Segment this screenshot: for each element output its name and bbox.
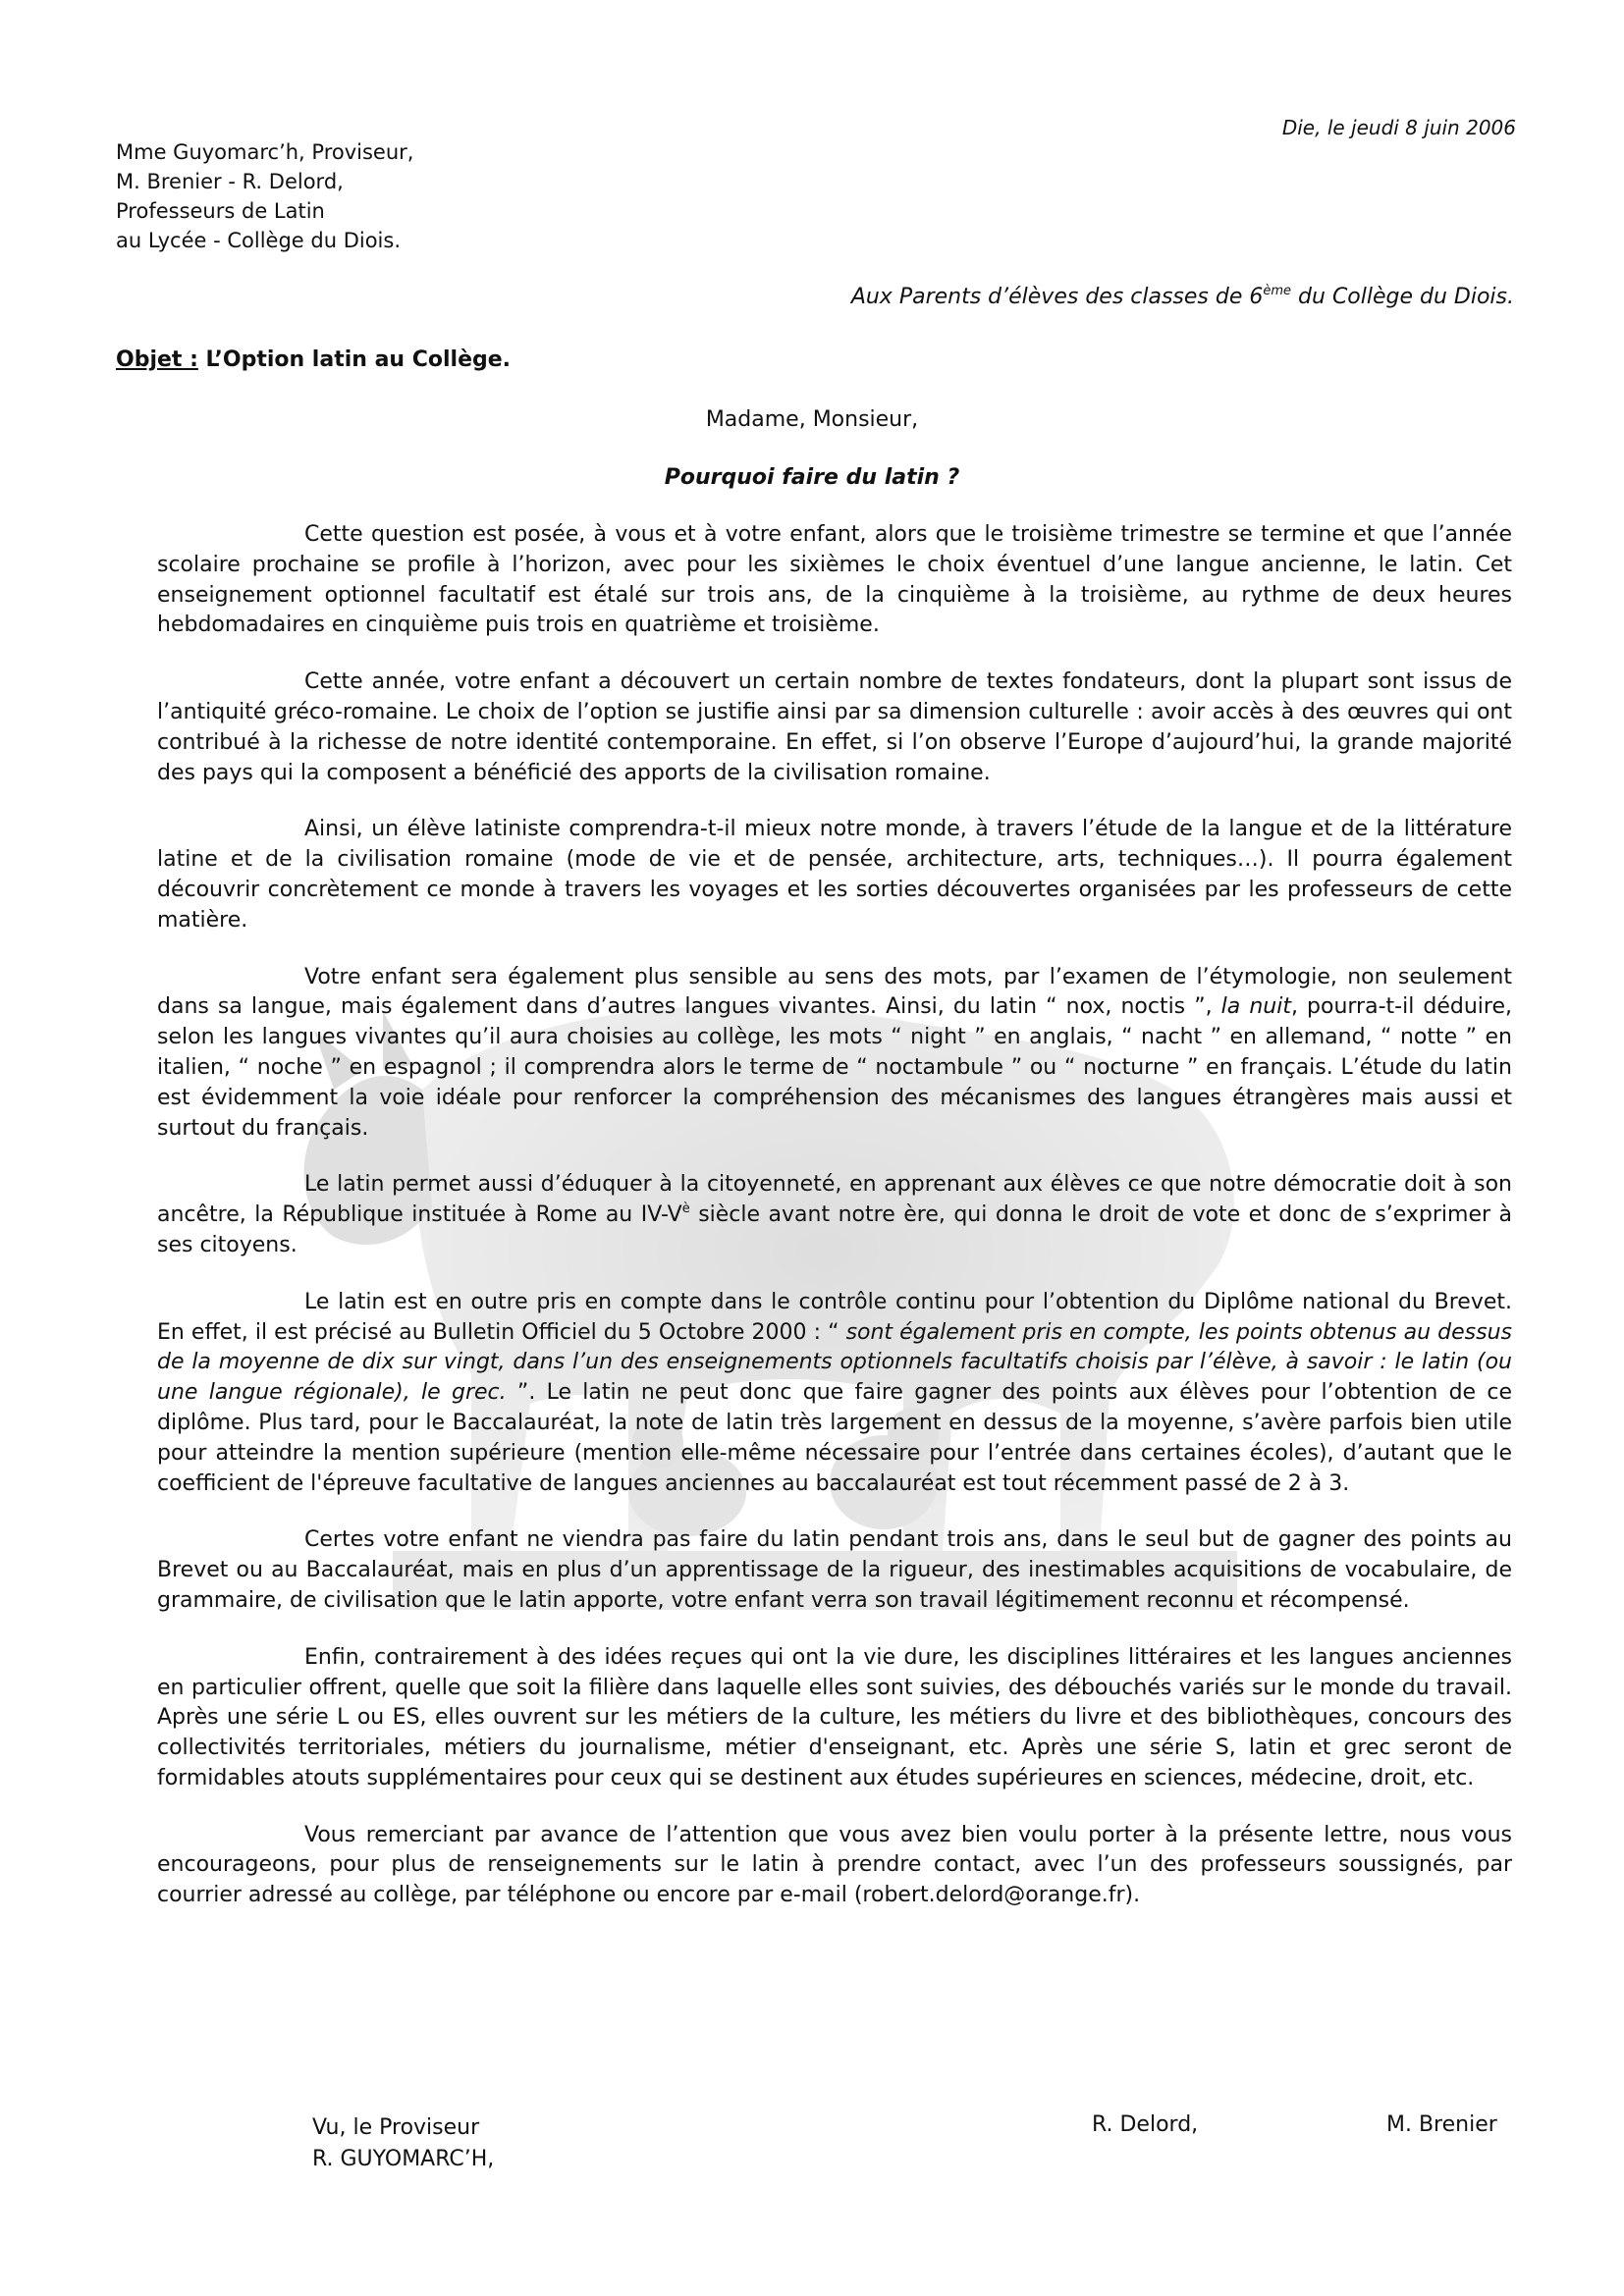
subject-line	[116, 347, 511, 372]
signature-proviseur	[312, 2112, 494, 2175]
sender-line: M. Brenier - R. Delord,	[116, 170, 344, 193]
letter-heading-question: Pourquoi faire du latin ?	[664, 465, 960, 490]
signature-brenier: M. Brenier	[1386, 2112, 1497, 2137]
paragraph-superscript: è	[681, 1201, 690, 1217]
recipient-superscript: ème	[1263, 284, 1292, 298]
paragraph	[157, 1170, 1512, 1260]
paragraph: Ainsi, un élève latiniste comprendra-t-il mieux notre monde, à travers l’étude de la langue et de la littérature latine et de la civilisation romaine (mode de vie et de pensée, architecture, arts, techniques…). Il pourra également découvrir concrètement ce monde à travers les voyages et les sorties découvertes organisées par les professeurs de cette matière.	[157, 817, 1512, 933]
signature-line: R. GUYOMARC’H,	[312, 2147, 495, 2171]
recipient-line	[851, 285, 1514, 309]
letter-body	[157, 520, 1512, 1938]
paragraph-italic-quote: sont également pris en compte, les points obtenus au dessus de la moyenne de dix sur vingt, dans l’un des enseignements optionnels facultatifs choisis par l’élève, à savoir : le latin (ou une langue régionale), le grec.	[157, 1319, 1512, 1406]
sender-line: Professeurs de Latin	[116, 199, 325, 223]
paragraph-text: , pourra-t-il déduire, selon les langues vivantes qu’il aura choisies au collège, les mots “ night ” en anglais, “ nacht ” en allemand, “ notte ” en italien, “ noche ” en espagnol ; il comprendra alors le terme de “ noctambule ” ou “ nocturne ” en français. L’étude du latin est évidemment la voie idéale pour renforcer la compréhension des mécanismes des langues étrangères mais aussi et surtout du français.	[157, 994, 1512, 1141]
paragraph-text: siècle avant notre ère, qui donna le droit de vote et donc de s’exprimer à ses citoyens.	[157, 1202, 1512, 1257]
paragraph	[157, 1288, 1512, 1500]
paragraph: Vous remerciant par avance de l’attention que vous avez bien voulu porter à la présente lettre, nous vous encourageons, pour plus de renseignements sur le latin à prendre contact, avec l’un des professeurs soussignés, par courrier adressé au collège, par téléphone ou encore par e-mail (robert.delord@orange.fr).	[157, 1822, 1512, 1908]
recipient-text-end: du Collège du Diois.	[1291, 285, 1514, 309]
paragraph-text: Votre enfant sera également plus sensible au sens des mots, par l’examen de l’étymologie, non seulement dans sa langue, mais également dans d’autres langues vivantes. Ainsi, du latin “ nox, noctis ”,	[157, 964, 1512, 1020]
signature-delord: R. Delord,	[1092, 2112, 1199, 2137]
subject-text: L’Option latin au Collège.	[197, 347, 512, 372]
paragraph: Cette question est posée, à vous et à votre enfant, alors que le troisième trimestre se termine et que l’année scolaire prochaine se profile à l’horizon, avec pour les sixièmes le choix éventuel d’une langue ancienne, le latin. Cet enseignement optionnel facultatif est étalé sur trois ans, de la cinquième à la troisième, au rythme de deux heures hebdomadaires en cinquième puis trois en quatrième et troisième.	[157, 522, 1512, 638]
paragraph	[157, 963, 1512, 1145]
sender-line: Mme Guyomarc’h, Proviseur,	[116, 140, 414, 164]
salutation: Madame, Monsieur,	[705, 407, 919, 432]
letter-date: Die, le jeudi 8 juin 2006	[1281, 116, 1516, 139]
signature-line: Vu, le Proviseur	[312, 2115, 480, 2140]
paragraph: Cette année, votre enfant a découvert un certain nombre de textes fondateurs, dont la plupart sont issus de l’antiquité gréco-romaine. Le choix de l’option se justifie ainsi par sa dimension culturelle : avoir accès à des œuvres qui ont contribué à la richesse de notre identité contemporaine. En effet, si l’on observe l’Europe d’aujourd’hui, la grande majorité des pays qui la composent a bénéficié des apports de la civilisation romaine.	[157, 669, 1512, 785]
paragraph-text: Le latin est en outre pris en compte dans le contrôle continu pour l’obtention du Diplôme national du Brevet. En effet, il est précisé au Bulletin Officiel du 5 Octobre 2000 : “	[157, 1289, 1512, 1345]
paragraph: Certes votre enfant ne viendra pas faire du latin pendant trois ans, dans le seul but de gagner des points au Brevet ou au Baccalauréat, mais en plus d’un apprentissage de la rigueur, des inestimables acquisitions de vocabulaire, de grammaire, de civilisation que le latin apporte, votre enfant verra son travail légitimement reconnu et récompensé.	[157, 1527, 1512, 1613]
sender-block	[116, 137, 413, 255]
subject-label: Objet :	[116, 347, 198, 372]
paragraph-italic: la nuit	[1220, 994, 1291, 1020]
paragraph: Enfin, contrairement à des idées reçues qui ont la vie dure, les disciplines littéraires et les langues anciennes en particulier offrent, quelle que soit la filière dans laquelle elles sont suivies, des débouchés variés sur le monde du travail. Après une série L ou ES, elles ouvrent sur les métiers de la culture, les métiers du livre et des bibliothèques, concours des collectivités territoriales, métiers du journalisme, métier d'enseignant, etc. Après une série S, latin et grec seront de formidables atouts supplémentaires pour ceux qui se destinent aux études supérieures en sciences, médecine, droit, etc.	[157, 1644, 1512, 1790]
paragraph-text: ”. Le latin ne peut donc que faire gagner des points aux élèves pour l’obtention de ce diplôme. Plus tard, pour le Baccalauréat, la note de latin très largement en dessus de la moyenne, s’avère parfois bien utile pour atteindre la mention supérieure (mention elle-même nécessaire pour l’entrée dans certaines écoles), d’autant que le coefficient de l'épreuve facultative de langues anciennes au baccalauréat est tout récemment passé de 2 à 3.	[157, 1380, 1512, 1496]
sender-line: au Lycée - Collège du Diois.	[116, 229, 402, 252]
recipient-text: Aux Parents d’élèves des classes de 6	[850, 285, 1264, 309]
paragraph-text: Le latin permet aussi d’éduquer à la citoyenneté, en apprenant aux élèves ce que notre démocratie doit à son ancêtre, la République instituée à Rome au IV-V	[157, 1172, 1512, 1228]
